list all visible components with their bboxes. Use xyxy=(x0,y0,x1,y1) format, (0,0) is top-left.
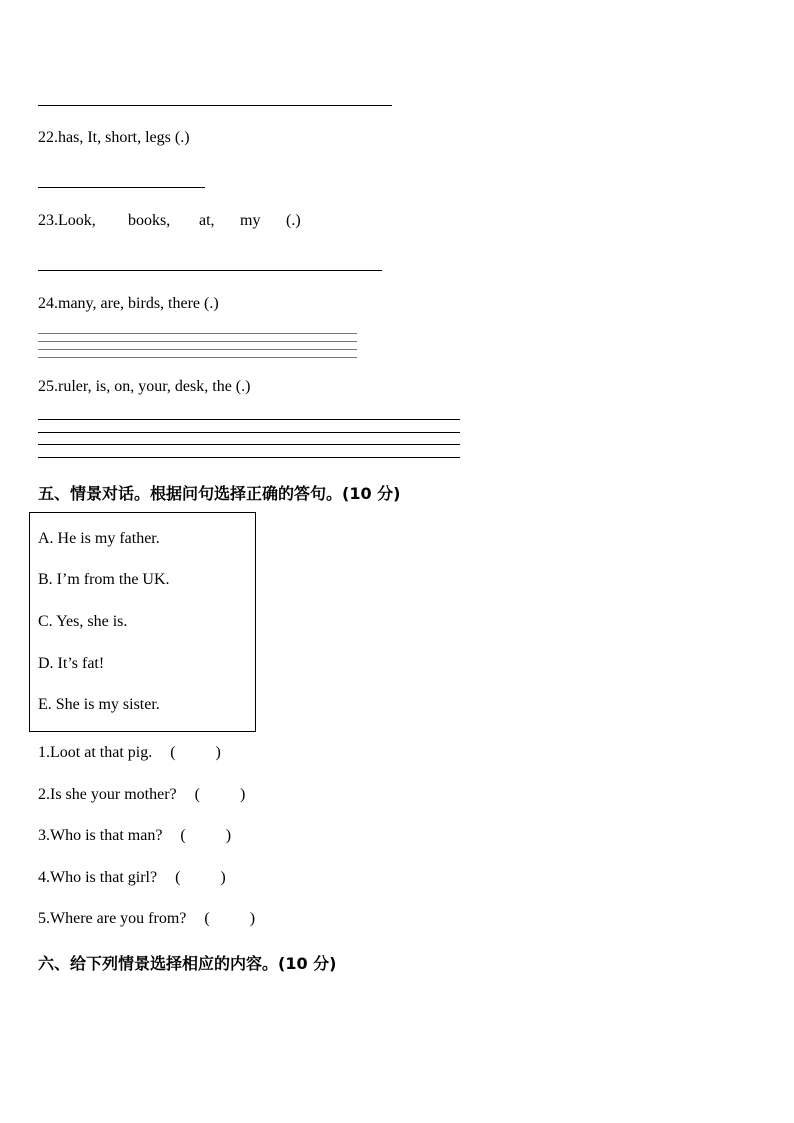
question-text: 2.Is she your mother? xyxy=(38,786,177,803)
writing-line-24 xyxy=(38,341,357,342)
dialogue-question-2 xyxy=(38,786,245,804)
question-23-word: books, xyxy=(128,212,171,229)
writing-line-24 xyxy=(38,333,357,334)
dialogue-question-1 xyxy=(38,744,221,762)
answer-blank[interactable]: ( ) xyxy=(180,827,232,844)
dialogue-question-3 xyxy=(38,827,231,845)
writing-line-25 xyxy=(38,444,460,445)
option-c: C. Yes, she is. xyxy=(38,613,128,630)
dialogue-question-5 xyxy=(38,910,255,928)
question-25: 25.ruler, is, on, your, desk, the (.) xyxy=(38,378,251,395)
section-5-heading: 五、情景对话。根据问句选择正确的答句。(10 分) xyxy=(38,484,401,503)
question-text: 1.Loot at that pig. xyxy=(38,744,153,761)
writing-line-25 xyxy=(38,419,460,420)
option-a: A. He is my father. xyxy=(38,530,160,547)
question-23-word: (.) xyxy=(286,212,301,229)
option-d: D. It’s fat! xyxy=(38,655,105,672)
question-text: 3.Who is that man? xyxy=(38,827,163,844)
question-23 xyxy=(38,212,301,230)
question-23-word: at, xyxy=(199,212,215,229)
dialogue-question-4 xyxy=(38,869,226,887)
question-22: 22.has, It, short, legs (.) xyxy=(38,129,190,146)
section-6-heading: 六、给下列情景选择相应的内容。(10 分) xyxy=(38,954,337,973)
answer-line xyxy=(38,105,392,106)
answer-line-23 xyxy=(38,270,382,271)
question-23-word: 23.Look, xyxy=(38,212,96,229)
writing-line-25 xyxy=(38,457,460,458)
answer-blank[interactable]: ( ) xyxy=(194,786,246,803)
answer-line-22 xyxy=(38,187,205,188)
writing-line-24 xyxy=(38,357,357,358)
question-text: 4.Who is that girl? xyxy=(38,869,158,886)
question-24: 24.many, are, birds, there (.) xyxy=(38,295,219,312)
answer-blank[interactable]: ( ) xyxy=(204,910,256,927)
option-b: B. I’m from the UK. xyxy=(38,571,170,588)
answer-blank[interactable]: ( ) xyxy=(170,744,221,761)
writing-line-25 xyxy=(38,432,460,433)
option-e: E. She is my sister. xyxy=(38,696,160,713)
answer-blank[interactable]: ( ) xyxy=(175,869,226,886)
question-23-word: my xyxy=(240,212,261,229)
question-text: 5.Where are you from? xyxy=(38,910,187,927)
writing-line-24 xyxy=(38,349,357,350)
